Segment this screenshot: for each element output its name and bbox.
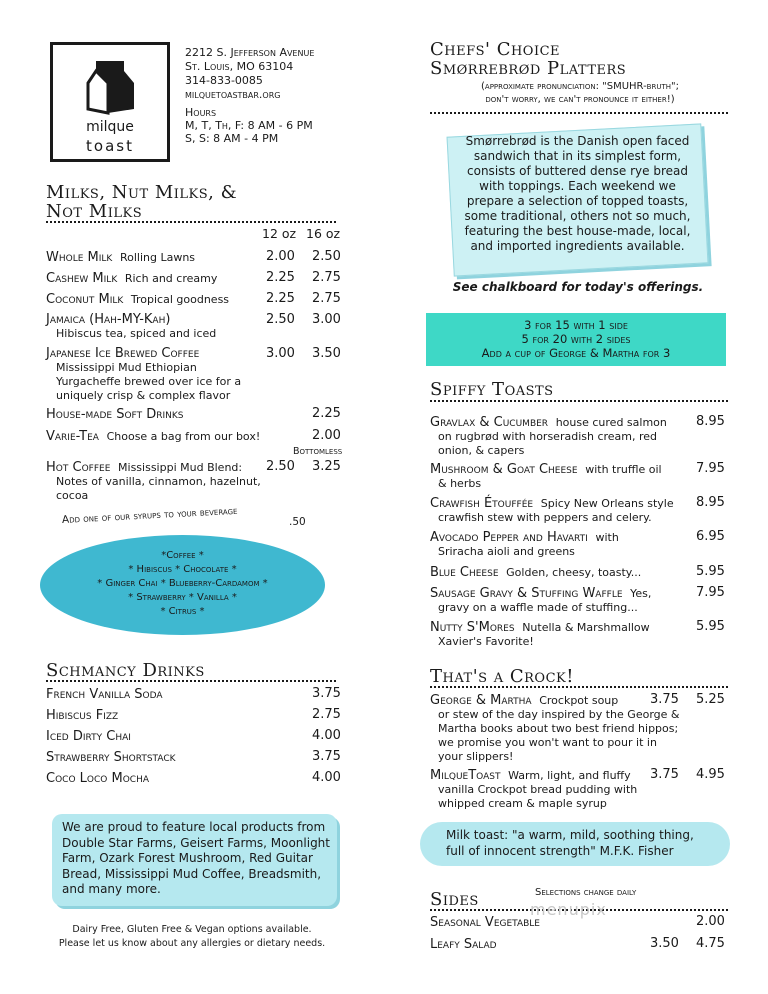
col-16oz: 16 oz	[306, 226, 341, 241]
schmancy-title: Schmancy Drinks	[46, 660, 205, 681]
divider	[430, 686, 728, 688]
price: 5.95	[696, 619, 725, 634]
pronunciation-note: (approximate pronunciation: "SMUHR-bruth"; don't worry, we can't pronounce it either!)	[481, 81, 679, 105]
menu-item-milquetoast: MilqueToast Warm, light, and fluffy vanilla Crockpot bread pudding with whipped cream & maple syrup	[430, 768, 638, 810]
dietary-note: Dairy Free, Gluten Free & Vegan options available. Please let us know about any allergies or dietary needs.	[58, 924, 326, 949]
menu-item-blue-cheese: Blue Cheese Golden, cheesy, toasty...	[430, 565, 642, 580]
col-12oz: 12 oz	[262, 226, 297, 241]
hours-title: Hours	[185, 106, 217, 119]
price: 5.25	[696, 692, 725, 707]
menu-item-house-made-soft-drinks: House-made Soft Drinks	[46, 407, 184, 422]
divider	[430, 112, 728, 114]
price: 4.00	[312, 770, 341, 785]
address-city: St. Louis, MO 63104	[185, 60, 294, 73]
price: 2.75	[312, 707, 341, 722]
crock-title: That's a Crock!	[430, 666, 574, 687]
price: 2.00	[312, 428, 341, 443]
price: 3.75	[312, 749, 341, 764]
price: 4.00	[312, 728, 341, 743]
price: 2.00	[266, 249, 295, 264]
address-street: 2212 S. Jefferson Avenue	[185, 46, 315, 59]
price: 2.00	[696, 914, 725, 929]
menu-item-leafy-salad: Leafy Salad	[430, 937, 497, 952]
divider	[46, 680, 336, 682]
chalkboard-note: See chalkboard for today's offerings.	[452, 280, 704, 294]
divider	[430, 400, 728, 402]
logo-text-toast: toast	[86, 137, 134, 155]
price: 3.50	[312, 346, 341, 361]
milks-title: Milks, Nut Milks, & Not Milks	[46, 182, 238, 222]
smorrebrod-title: Chefs' Choice Smørrebrød Platters	[430, 39, 627, 79]
price: 7.95	[696, 585, 725, 600]
menu-item-avocado-pepper-havarti: Avocado Pepper and Havarti with Sriracha aioli and greens	[430, 530, 619, 558]
menu-item-coco-loco-mocha: Coco Loco Mocha	[46, 771, 149, 786]
smorrebrod-description: Smørrebrød is the Danish open faced sandwich that in its simplest form, consists of buttered dense rye bread with toppings. Each weekend we prepare a selection of topped toasts, some traditional, others not so much, featuring the best house-made, local, and imported ingredients available.	[464, 134, 691, 253]
price: 3.00	[266, 346, 295, 361]
syrup-price: .50	[289, 516, 306, 528]
price: 4.95	[696, 767, 725, 782]
bottomless-note: Bottomless	[293, 446, 343, 457]
menu-item-hibiscus-fizz: Hibiscus Fizz	[46, 708, 119, 723]
price: 2.75	[312, 291, 341, 306]
menu-item-seasonal-vegetable: Seasonal Vegetable	[430, 915, 540, 930]
quote-text: Milk toast: "a warm, mild, soothing thing, full of innocent strength" M.F.K. Fisher	[446, 828, 694, 858]
price: 3.75	[650, 692, 679, 707]
platter-pricing: 3 for 15 with 1 side 5 for 20 with 2 sides Add a cup of George & Martha for 3	[481, 318, 671, 360]
price: 3.00	[312, 312, 341, 327]
address-phone[interactable]: 314-833-0085	[185, 74, 263, 87]
hours-weekday: M, T, Th, F: 8 AM - 6 PM	[185, 119, 313, 132]
menu-item-strawberry-shortstack: Strawberry Shortstack	[46, 750, 176, 765]
menu-item-crawfish-etouffee: Crawfish Étouffée Spicy New Orleans style crawfish stew with peppers and celery.	[430, 496, 674, 524]
price: 2.25	[266, 270, 295, 285]
price: 3.50	[650, 936, 679, 951]
hours-block	[185, 106, 313, 145]
price: 8.95	[696, 495, 725, 510]
menu-item-japanese-ice-brewed-coffee: Japanese Ice Brewed Coffee Mississippi Mud Ethiopian Yurgacheffe brewed over ice for a uniquely crisp & complex flavor	[46, 346, 242, 402]
price: 8.95	[696, 414, 725, 429]
menu-item-george-martha: George & Martha Crockpot soup or stew of the day inspired by the George & Martha books about two best friend hippos; we promise you won't want to pour it in your slippers!	[430, 693, 680, 763]
hours-weekend: S, S: 8 AM - 4 PM	[185, 132, 279, 145]
syrup-header: Add one of our syrups to your beverage	[61, 504, 238, 526]
price: 7.95	[696, 461, 725, 476]
menu-item-nutty-smores: Nutty S'Mores Nutella & Marshmallow Xavier's Favorite!	[430, 620, 650, 648]
menu-item-cashew-milk: Cashew Milk Rich and creamy	[46, 271, 218, 286]
price: 2.50	[266, 312, 295, 327]
watermark: menupix	[530, 900, 607, 919]
price: 2.25	[312, 406, 341, 421]
menu-item-iced-dirty-chai: Iced Dirty Chai	[46, 729, 131, 744]
menu-item-french-vanilla-soda: French Vanilla Soda	[46, 687, 163, 702]
menu-item-mushroom-goat-cheese: Mushroom & Goat Cheese with truffle oil & herbs	[430, 462, 662, 490]
price: 3.25	[312, 459, 341, 474]
price: 5.95	[696, 564, 725, 579]
menu-item-whole-milk: Whole Milk Rolling Lawns	[46, 250, 196, 265]
price: 4.75	[696, 936, 725, 951]
menu-item-coconut-milk: Coconut Milk Tropical goodness	[46, 292, 230, 307]
toasts-title: Spiffy Toasts	[430, 379, 554, 400]
menu-item-varie-tea: Varie-Tea Choose a bag from our box!	[46, 429, 261, 444]
divider	[46, 221, 336, 223]
menu-item-gravlax-cucumber: Gravlax & Cucumber house cured salmon on rugbrød with horseradish cream, red onion, & capers	[430, 415, 667, 457]
syrup-list: *Coffee * * Hibiscus * Chocolate * * Ginger Chai * Blueberry-Cardamom * * Strawberry * Vanilla * * Citrus *	[97, 550, 268, 617]
price: 2.25	[266, 291, 295, 306]
menu-item-jamaica: Jamaica (Hah-MY-Kah) Hibiscus tea, spiced and iced	[46, 312, 217, 340]
logo	[50, 42, 170, 162]
logo-text-milque: milque	[86, 119, 134, 135]
price: 2.50	[312, 249, 341, 264]
address-block	[185, 46, 314, 102]
sides-note: Selections change daily	[535, 887, 637, 898]
price: 3.75	[312, 686, 341, 701]
price: 3.75	[650, 767, 679, 782]
price: 6.95	[696, 529, 725, 544]
price: 2.50	[266, 459, 295, 474]
local-products-text: We are proud to feature local products from Double Star Farms, Geisert Farms, Moonlight Farm, Ozark Forest Mushroom, Red Guitar Bread, Mississippi Mud Coffee, Breadsmith, and many more.	[62, 820, 330, 896]
menu-item-sausage-gravy-waffle: Sausage Gravy & Stuffing Waffle Yes, gravy on a waffle made of stuffing...	[430, 586, 652, 614]
address-website[interactable]: milquetoastbar.org	[185, 88, 281, 101]
milk-carton-icon	[84, 57, 138, 115]
menu-item-hot-coffee: Hot Coffee Mississippi Mud Blend: Notes of vanilla, cinnamon, hazelnut, cocoa	[46, 460, 261, 502]
sides-title: Sides	[430, 889, 479, 910]
price: 2.75	[312, 270, 341, 285]
